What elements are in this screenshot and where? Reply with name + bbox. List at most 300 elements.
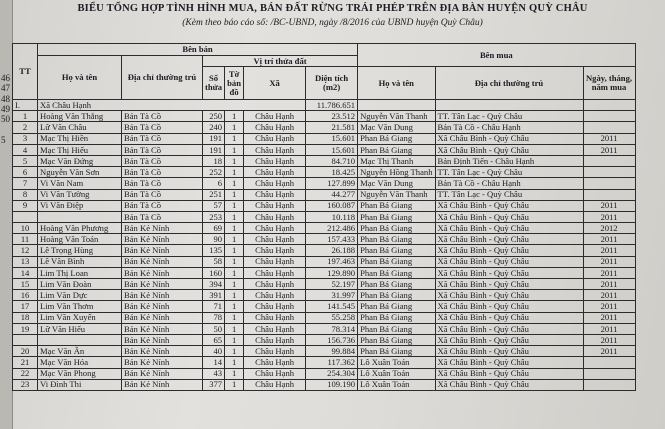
cell-buyer-name: Phan Bá Giang xyxy=(358,267,435,278)
cell-tt: 11 xyxy=(13,234,38,245)
cell-buy-date xyxy=(583,368,635,379)
cell-area: 21.581 xyxy=(306,122,358,133)
section-tt: I. xyxy=(13,100,38,111)
cell-map-sheet: 1 xyxy=(225,290,244,301)
cell-seller-address: Bản Tà Cồ xyxy=(122,111,203,122)
cell-area: 44.277 xyxy=(306,189,358,200)
cell-buy-date xyxy=(583,357,635,368)
cell-buy-date: 2011 xyxy=(583,133,635,144)
cell-plot-no: 252 xyxy=(203,167,225,178)
cell-map-sheet: 1 xyxy=(225,155,244,166)
cell-plot-no: 78 xyxy=(203,312,225,323)
cell-map-sheet: 1 xyxy=(225,133,244,144)
cell-buyer-address: Xã Châu Bình - Quỳ Châu xyxy=(435,301,583,312)
cell-plot-no: 14 xyxy=(203,357,225,368)
table-row xyxy=(13,223,636,234)
table-row xyxy=(13,279,636,290)
land-transaction-table xyxy=(12,43,636,391)
cell-buyer-address: Xã Châu Bình - Quỳ Châu xyxy=(435,290,583,301)
cell-plot-no: 191 xyxy=(203,144,225,155)
cell-tt: 13 xyxy=(13,256,38,267)
cell-plot-no: 43 xyxy=(203,368,225,379)
cell-seller-name: Lim Văn Xuyến xyxy=(38,312,122,323)
cell-plot-no: 191 xyxy=(203,133,225,144)
cell-buyer-name: Phan Bá Giang xyxy=(358,346,435,357)
cell-commune: Châu Hạnh xyxy=(244,167,306,178)
cell-buyer-name: Mạc Thị Thanh xyxy=(358,155,435,166)
table-row xyxy=(13,256,636,267)
cell-area: 212.486 xyxy=(306,223,358,234)
cell-area: 99.884 xyxy=(306,346,358,357)
cell-seller-name: Lim Thị Loan xyxy=(38,267,122,278)
table-row xyxy=(13,334,636,345)
cell-seller-name: Lim Văn Thơm xyxy=(38,301,122,312)
cell-map-sheet: 1 xyxy=(225,346,244,357)
cell-map-sheet: 1 xyxy=(225,368,244,379)
cell-seller-name: Mạc Thị Hiền xyxy=(38,133,122,144)
cell-plot-no: 40 xyxy=(203,346,225,357)
table-row xyxy=(13,346,636,357)
section-row xyxy=(13,100,636,111)
header-row-1 xyxy=(13,44,636,56)
cell-tt: 8 xyxy=(13,189,38,200)
cell-map-sheet: 1 xyxy=(225,245,244,256)
cell-buyer-address: Xã Châu Bình - Quỳ Châu xyxy=(435,334,583,345)
cell-buy-date: 2011 xyxy=(583,279,635,290)
cell-plot-no: 253 xyxy=(203,211,225,222)
table-row xyxy=(13,122,636,133)
cell-buyer-name: Phan Bá Giang xyxy=(358,133,435,144)
cell-buyer-name: Phan Bá Giang xyxy=(358,211,435,222)
cell-seller-address: Bản Kẻ Nính xyxy=(122,234,203,245)
table-row xyxy=(13,234,636,245)
cell-commune: Châu Hạnh xyxy=(244,133,306,144)
empty-cell xyxy=(583,100,635,111)
cell-tt: 16 xyxy=(13,290,38,301)
edge-number xyxy=(0,125,12,135)
cell-area: 157.433 xyxy=(306,234,358,245)
cell-map-sheet: 1 xyxy=(225,167,244,178)
cell-commune: Châu Hạnh xyxy=(244,122,306,133)
document-title: BIỂU TỔNG HỢP TÌNH HÌNH MUA, BÁN ĐẤT RỪNG TRÁI PHÉP TRÊN ĐỊA BÀN HUYỆN QUỲ CHÂU xyxy=(77,3,588,14)
cell-area: 18.425 xyxy=(306,167,358,178)
cell-buy-date: 2011 xyxy=(583,323,635,334)
cell-seller-address: Bản Tà Cồ xyxy=(122,211,203,222)
cell-plot-no: 250 xyxy=(203,111,225,122)
cell-buyer-name: Mạc Văn Dung xyxy=(358,178,435,189)
cell-seller-address: Bản Kẻ Nính xyxy=(122,245,203,256)
table-row xyxy=(13,267,636,278)
edge-number: 47 xyxy=(1,83,10,94)
header-commune: Xã xyxy=(244,67,306,100)
cell-seller-name: Vi Đình Thi xyxy=(38,379,122,390)
cell-map-sheet: 1 xyxy=(225,279,244,290)
cell-area: 26.188 xyxy=(306,245,358,256)
cell-seller-name: Mạc Văn Phong xyxy=(38,368,122,379)
cell-buyer-name: Mạc Văn Dung xyxy=(358,122,435,133)
table-row xyxy=(13,301,636,312)
cell-tt: 19 xyxy=(13,323,38,334)
cell-seller-address: Bản Kẻ Nính xyxy=(122,346,203,357)
table-row xyxy=(13,323,636,334)
cell-area: 141.545 xyxy=(306,301,358,312)
table-row xyxy=(13,312,636,323)
cell-buyer-address: Bản Định Tiến - Châu Hạnh xyxy=(435,155,583,166)
section-name: Xã Châu Hạnh xyxy=(38,100,306,111)
cell-tt: 2 xyxy=(13,122,38,133)
header-buyer-name: Họ và tên xyxy=(358,67,435,100)
cell-buy-date: 2011 xyxy=(583,245,635,256)
cell-commune: Châu Hạnh xyxy=(244,279,306,290)
cell-commune: Châu Hạnh xyxy=(244,357,306,368)
cell-buyer-address: Xã Châu Bình - Quỳ Châu xyxy=(435,368,583,379)
cell-seller-address: Bản Kẻ Nính xyxy=(122,223,203,234)
cell-commune: Châu Hạnh xyxy=(244,189,306,200)
cell-area: 156.736 xyxy=(306,334,358,345)
cell-tt: 15 xyxy=(13,279,38,290)
cell-commune: Châu Hạnh xyxy=(244,200,306,211)
edge-number: 5 xyxy=(1,135,6,146)
cell-plot-no: 65 xyxy=(203,334,225,345)
cell-buy-date: 2011 xyxy=(583,256,635,267)
cell-tt: 21 xyxy=(13,357,38,368)
edge-number: 48 xyxy=(1,93,10,104)
document-subtitle: (Kèm theo báo cáo số: /BC-UBND, ngày /8/2016 của UBND huyện Quỳ Châu) xyxy=(182,18,483,28)
cell-map-sheet: 1 xyxy=(225,301,244,312)
header-seller-address: Địa chỉ thường trú xyxy=(122,56,203,100)
cell-seller-address: Bản Kẻ Nính xyxy=(122,368,203,379)
cell-map-sheet: 1 xyxy=(225,211,244,222)
table-row xyxy=(13,189,636,200)
cell-buyer-name: Nguyễn Văn Thanh xyxy=(358,189,435,200)
table-row xyxy=(13,245,636,256)
cell-map-sheet: 1 xyxy=(225,111,244,122)
header-buyer-address: Địa chỉ thường trú xyxy=(435,67,583,100)
cell-seller-address: Bản Kẻ Nính xyxy=(122,312,203,323)
cell-seller-name: Mạc Văn Hóa xyxy=(38,357,122,368)
cell-buy-date: 2011 xyxy=(583,200,635,211)
cell-area: 127.899 xyxy=(306,178,358,189)
cell-commune: Châu Hạnh xyxy=(244,256,306,267)
cell-tt: 3 xyxy=(13,133,38,144)
cell-commune: Châu Hạnh xyxy=(244,155,306,166)
cell-seller-address: Bản Tà Cồ xyxy=(122,122,203,133)
header-seller-group: Bên bán xyxy=(38,44,358,56)
cell-area: 10.118 xyxy=(306,211,358,222)
cell-buyer-name: Lô Xuân Toán xyxy=(358,357,435,368)
cell-tt: 1 xyxy=(13,111,38,122)
cell-buyer-address: Xã Châu Bình - Quỳ Châu xyxy=(435,379,583,390)
edge-number: 46 xyxy=(1,72,10,83)
cell-commune: Châu Hạnh xyxy=(244,312,306,323)
cell-seller-name xyxy=(38,211,122,222)
cell-plot-no: 69 xyxy=(203,223,225,234)
cell-buyer-address: Xã Châu Bình - Quỳ Châu xyxy=(435,245,583,256)
cell-plot-no: 57 xyxy=(203,200,225,211)
cell-seller-name: Vi Văn Nam xyxy=(38,178,122,189)
table-row xyxy=(13,133,636,144)
cell-map-sheet: 1 xyxy=(225,357,244,368)
cell-map-sheet: 1 xyxy=(225,178,244,189)
cell-buyer-address: Xã Châu Bình - Quỳ Châu xyxy=(435,312,583,323)
header-plot-no: Số thửa xyxy=(203,67,225,100)
cell-tt: 23 xyxy=(13,379,38,390)
cell-tt: 9 xyxy=(13,200,38,211)
cell-buyer-name: Phan Bá Giang xyxy=(358,223,435,234)
cell-commune: Châu Hạnh xyxy=(244,323,306,334)
cell-seller-name: Vi Văn Tường xyxy=(38,189,122,200)
cell-seller-name: Hoàng Văn Toán xyxy=(38,234,122,245)
header-buy-date: Ngày, tháng, năm mua xyxy=(583,67,635,100)
cell-seller-name: Nguyễn Văn Sơn xyxy=(38,167,122,178)
cell-seller-address: Bản Tà Cồ xyxy=(122,144,203,155)
cell-area: 55.258 xyxy=(306,312,358,323)
cell-buyer-address: Xã Châu Bình - Quỳ Châu xyxy=(435,223,583,234)
cell-plot-no: 58 xyxy=(203,256,225,267)
cell-plot-no: 135 xyxy=(203,245,225,256)
cell-area: 117.362 xyxy=(306,357,358,368)
cell-buyer-address: Bản Tà Cồ - Châu Hạnh xyxy=(435,178,583,189)
cell-map-sheet: 1 xyxy=(225,223,244,234)
cell-commune: Châu Hạnh xyxy=(244,379,306,390)
table-row xyxy=(13,144,636,155)
cell-area: 109.190 xyxy=(306,379,358,390)
cell-commune: Châu Hạnh xyxy=(244,178,306,189)
edge-number xyxy=(0,42,12,52)
cell-plot-no: 240 xyxy=(203,122,225,133)
cell-seller-name: Lê Văn Bình xyxy=(38,256,122,267)
cell-map-sheet: 1 xyxy=(225,256,244,267)
cell-buy-date: 2011 xyxy=(583,290,635,301)
header-tt: TT xyxy=(13,44,38,100)
cell-seller-address: Bản Kẻ Nính xyxy=(122,357,203,368)
cell-map-sheet: 1 xyxy=(225,122,244,133)
cell-area: 15.601 xyxy=(306,133,358,144)
cell-seller-address: Bản Tà Cồ xyxy=(122,178,203,189)
empty-cell xyxy=(358,100,435,111)
cell-buy-date xyxy=(583,178,635,189)
edge-number: 49 xyxy=(1,103,10,114)
cell-tt: 12 xyxy=(13,245,38,256)
cell-plot-no: 377 xyxy=(203,379,225,390)
cell-buy-date xyxy=(583,189,635,200)
cell-area: 160.087 xyxy=(306,200,358,211)
cell-buyer-name: Phan Bá Giang xyxy=(358,290,435,301)
cell-seller-address: Bản Kẻ Nính xyxy=(122,323,203,334)
cell-buyer-address: Xã Châu Bình - Quỳ Châu xyxy=(435,144,583,155)
cell-map-sheet: 1 xyxy=(225,267,244,278)
cell-map-sheet: 1 xyxy=(225,144,244,155)
cell-buy-date xyxy=(583,111,635,122)
cell-commune: Châu Hạnh xyxy=(244,211,306,222)
cell-map-sheet: 1 xyxy=(225,379,244,390)
header-plot-location: Vị trí thửa đất xyxy=(203,56,358,67)
table-row xyxy=(13,167,636,178)
cell-buyer-name: Phan Bá Giang xyxy=(358,323,435,334)
cell-buyer-name: Phan Bá Giang xyxy=(358,200,435,211)
empty-cell xyxy=(435,100,583,111)
edge-number: 50 xyxy=(1,114,10,125)
cell-tt: 18 xyxy=(13,312,38,323)
cell-buyer-address: Bản Tà Cồ - Châu Hạnh xyxy=(435,122,583,133)
header-buyer-group: Bên mua xyxy=(358,44,635,67)
cell-buyer-address: TT. Tân Lạc - Quỳ Châu xyxy=(435,189,583,200)
cell-commune: Châu Hạnh xyxy=(244,223,306,234)
cell-seller-address: Bản Kẻ Nính xyxy=(122,334,203,345)
cell-tt: 20 xyxy=(13,346,38,357)
cell-seller-address: Bản Kẻ Nính xyxy=(122,256,203,267)
cell-buyer-name: Phan Bá Giang xyxy=(358,144,435,155)
cell-buy-date: 2011 xyxy=(583,211,635,222)
cell-commune: Châu Hạnh xyxy=(244,144,306,155)
cell-seller-address: Bản Tà Cồ xyxy=(122,155,203,166)
cell-buyer-name: Phan Bá Giang xyxy=(358,301,435,312)
table-row xyxy=(13,111,636,122)
cell-seller-name: Lim Văn Đoàn xyxy=(38,279,122,290)
cell-buy-date: 2011 xyxy=(583,346,635,357)
cell-buyer-address: TT. Tân Lạc - Quỳ Châu xyxy=(435,167,583,178)
cell-buyer-name: Phan Bá Giang xyxy=(358,256,435,267)
cell-seller-address: Bản Tà Cồ xyxy=(122,200,203,211)
cell-tt: 22 xyxy=(13,368,38,379)
cell-tt: 6 xyxy=(13,167,38,178)
cell-plot-no: 90 xyxy=(203,234,225,245)
cell-map-sheet: 1 xyxy=(225,200,244,211)
cell-tt: 5 xyxy=(13,155,38,166)
table-row xyxy=(13,379,636,390)
cell-seller-name: Mạc Văn Đứng xyxy=(38,155,122,166)
cell-seller-name: Lê Trọng Hùng xyxy=(38,245,122,256)
cell-buy-date: 2011 xyxy=(583,234,635,245)
cell-tt: 4 xyxy=(13,144,38,155)
cell-seller-name: Vi Văn Điệp xyxy=(38,200,122,211)
cell-area: 254.304 xyxy=(306,368,358,379)
cell-plot-no: 391 xyxy=(203,290,225,301)
header-seller-name: Họ và tên xyxy=(38,56,122,100)
header-area: Diện tích (m2) xyxy=(306,67,358,100)
edge-number xyxy=(0,31,12,41)
section-area: 11.786.651 xyxy=(306,100,358,111)
cell-buy-date: 2012 xyxy=(583,223,635,234)
cell-area: 129.890 xyxy=(306,267,358,278)
cell-buyer-address: Xã Châu Bình - Quỳ Châu xyxy=(435,323,583,334)
cell-seller-address: Bản Kẻ Nính xyxy=(122,301,203,312)
cell-area: 78.314 xyxy=(306,323,358,334)
cell-buyer-name: Phan Bá Giang xyxy=(358,279,435,290)
cell-buy-date: 2011 xyxy=(583,312,635,323)
cell-buyer-address: Xã Châu Bình - Quỳ Châu xyxy=(435,133,583,144)
cell-commune: Châu Hạnh xyxy=(244,234,306,245)
cell-seller-name xyxy=(38,334,122,345)
cell-buy-date: 2011 xyxy=(583,144,635,155)
cell-area: 31.997 xyxy=(306,290,358,301)
cell-buy-date xyxy=(583,167,635,178)
cell-area: 52.197 xyxy=(306,279,358,290)
cell-plot-no: 160 xyxy=(203,267,225,278)
cell-tt: 17 xyxy=(13,301,38,312)
cell-seller-address: Bản Kẻ Nính xyxy=(122,379,203,390)
cell-plot-no: 71 xyxy=(203,301,225,312)
cell-tt: 14 xyxy=(13,267,38,278)
cell-buyer-name: Lô Xuân Toán xyxy=(358,368,435,379)
cell-buyer-address: Xã Châu Bình - Quỳ Châu xyxy=(435,211,583,222)
cell-buy-date: 2011 xyxy=(583,301,635,312)
cell-tt: 10 xyxy=(13,223,38,234)
cell-seller-name: Hoàng Văn Thắng xyxy=(38,111,122,122)
cell-area: 197.463 xyxy=(306,256,358,267)
cell-seller-address: Bản Kẻ Nính xyxy=(122,267,203,278)
cell-seller-address: Bản Tà Cồ xyxy=(122,189,203,200)
cell-map-sheet: 1 xyxy=(225,323,244,334)
cell-buy-date: 2011 xyxy=(583,334,635,345)
cell-tt xyxy=(13,334,38,345)
cell-buy-date xyxy=(583,155,635,166)
cell-commune: Châu Hạnh xyxy=(244,290,306,301)
cell-commune: Châu Hạnh xyxy=(244,346,306,357)
cell-commune: Châu Hạnh xyxy=(244,368,306,379)
table-row xyxy=(13,357,636,368)
header-map-sheet: Tờ bản đồ xyxy=(225,67,244,100)
table-row xyxy=(13,178,636,189)
cell-buyer-address: Xã Châu Bình - Quỳ Châu xyxy=(435,256,583,267)
cell-buyer-name: Lô Xuân Toán xyxy=(358,379,435,390)
cell-plot-no: 50 xyxy=(203,323,225,334)
cell-seller-address: Bản Tà Cồ xyxy=(122,133,203,144)
cell-buy-date xyxy=(583,379,635,390)
cell-plot-no: 6 xyxy=(203,178,225,189)
cell-buyer-name: Nguyễn Văn Thanh xyxy=(358,111,435,122)
cell-seller-address: Bản Kẻ Nính xyxy=(122,290,203,301)
cell-buyer-name: Phan Bá Giang xyxy=(358,245,435,256)
cell-map-sheet: 1 xyxy=(225,234,244,245)
cell-buyer-address: Xã Châu Bình - Quỳ Châu xyxy=(435,234,583,245)
cell-buyer-address: Xã Châu Bình - Quỳ Châu xyxy=(435,200,583,211)
cell-area: 23.512 xyxy=(306,111,358,122)
cell-seller-address: Bản Kẻ Nính xyxy=(122,279,203,290)
cell-plot-no: 251 xyxy=(203,189,225,200)
cell-tt: 7 xyxy=(13,178,38,189)
cell-seller-name: Mạc Văn Ân xyxy=(38,346,122,357)
cell-commune: Châu Hạnh xyxy=(244,267,306,278)
cell-plot-no: 18 xyxy=(203,155,225,166)
table-row xyxy=(13,368,636,379)
cell-map-sheet: 1 xyxy=(225,312,244,323)
cell-area: 84.710 xyxy=(306,155,358,166)
cell-buyer-address: Xã Châu Bình - Quỳ Châu xyxy=(435,346,583,357)
cell-map-sheet: 1 xyxy=(225,334,244,345)
cell-seller-name: Mạc Thị Hiếu xyxy=(38,144,122,155)
edge-number xyxy=(0,52,12,62)
cell-seller-name: Lữ Văn Hiếu xyxy=(38,323,122,334)
cell-buyer-name: Phan Bá Giang xyxy=(358,234,435,245)
table-row xyxy=(13,290,636,301)
cell-commune: Châu Hạnh xyxy=(244,245,306,256)
cell-plot-no: 394 xyxy=(203,279,225,290)
table-row xyxy=(13,200,636,211)
table-row xyxy=(13,211,636,222)
table-row xyxy=(13,155,636,166)
cell-buyer-address: Xã Châu Bình - Quỳ Châu xyxy=(435,279,583,290)
cell-seller-name: Hoàng Văn Phương xyxy=(38,223,122,234)
cell-seller-name: Lim Văn Dực xyxy=(38,290,122,301)
cell-buy-date xyxy=(583,122,635,133)
cell-buyer-name: Phan Bá Giang xyxy=(358,312,435,323)
cell-buyer-address: Xã Châu Bình - Quỳ Châu xyxy=(435,357,583,368)
cell-tt xyxy=(13,211,38,222)
cell-commune: Châu Hạnh xyxy=(244,111,306,122)
cell-buyer-name: Phan Bá Giang xyxy=(358,334,435,345)
cell-area: 15.601 xyxy=(306,144,358,155)
